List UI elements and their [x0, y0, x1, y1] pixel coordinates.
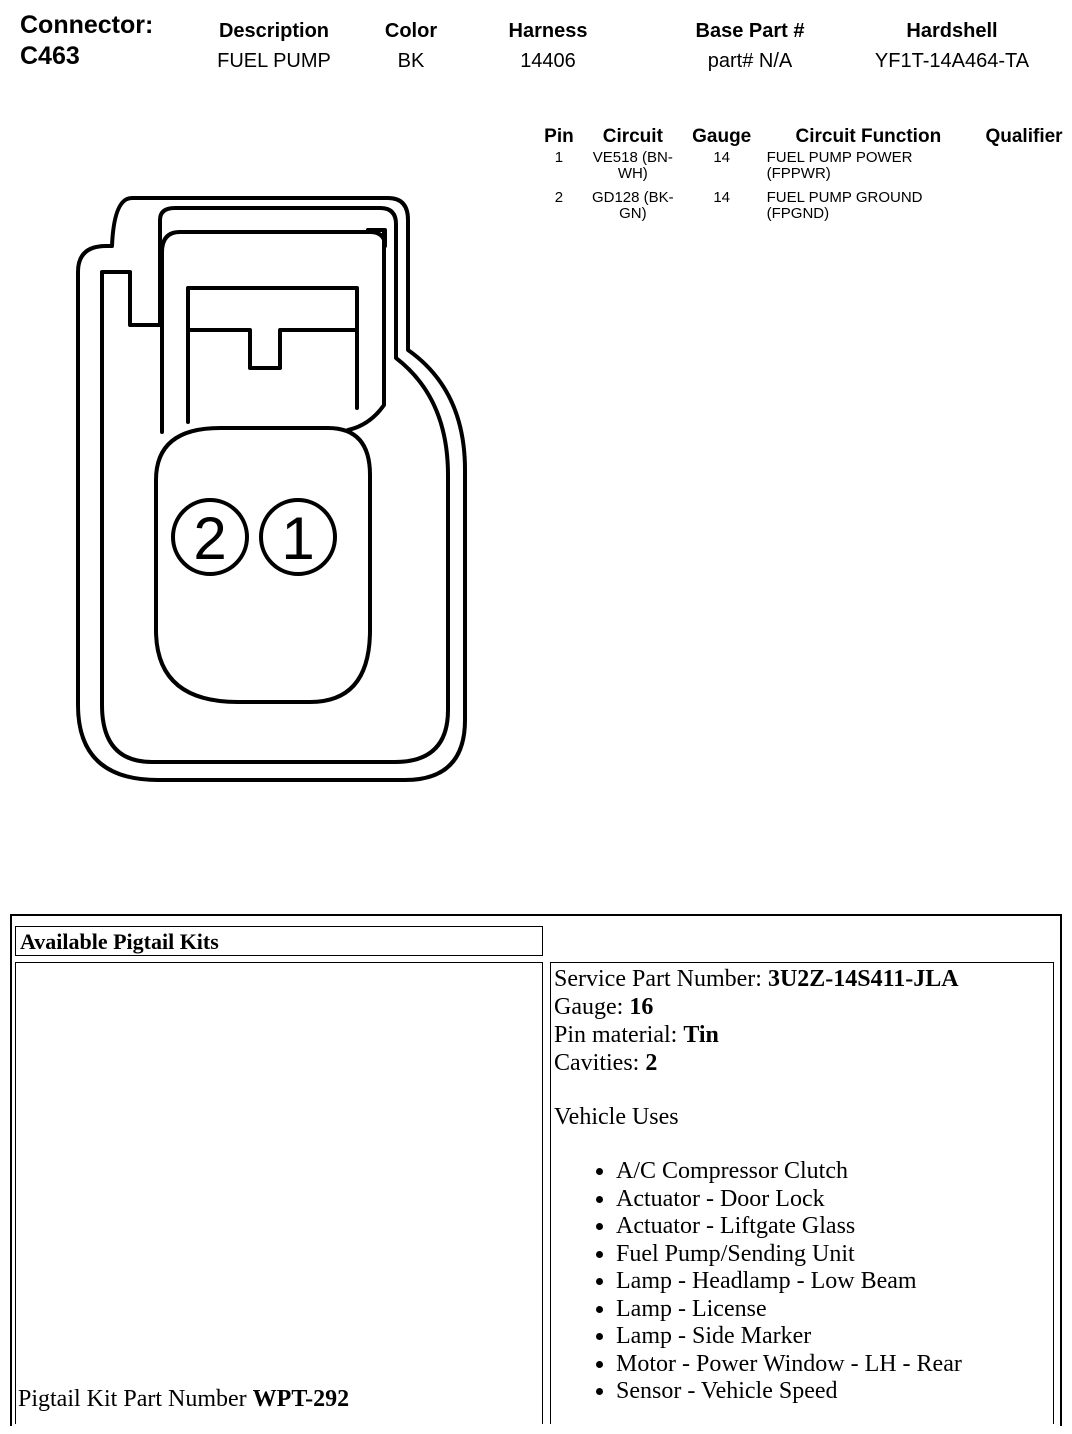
pin-header: Pin — [544, 126, 574, 147]
circuit-line: VE518 (BN- — [592, 149, 673, 166]
harness-heading: Harness — [508, 20, 588, 42]
gauge-cell: 14 — [713, 189, 731, 206]
base-part-heading: Base Part # — [695, 20, 805, 42]
circuit-line: GD128 (BK- — [591, 189, 674, 206]
gauge-cell: 14 — [713, 149, 731, 166]
list-item: • Actuator - Liftgate Glass — [616, 1213, 1050, 1241]
pin-material-label: Pin material: — [554, 1022, 684, 1048]
pigtail-kits-title: Available Pigtail Kits — [15, 926, 543, 956]
pigtail-details-cell — [550, 962, 1054, 1424]
qualifier-cell — [976, 148, 1072, 188]
housing-outer-outline — [78, 198, 465, 780]
gauge-label: Gauge: — [554, 994, 630, 1020]
circuit-line: WH) — [617, 165, 648, 182]
hardshell-column — [862, 16, 1042, 76]
list-item: • Fuel Pump/Sending Unit — [616, 1241, 1050, 1269]
list-item: • Actuator - Door Lock — [616, 1186, 1050, 1214]
service-part-number — [554, 965, 1050, 993]
table-row — [535, 188, 1072, 228]
connector-label: Connector: — [20, 11, 154, 39]
connector-id: C463 — [20, 42, 80, 70]
pin-material-value: Tin — [683, 1022, 719, 1048]
circuit-cell — [583, 188, 683, 228]
qualifier-header: Qualifier — [985, 126, 1063, 147]
cavities-info — [554, 1049, 1050, 1077]
function-cell — [761, 148, 976, 188]
gauge-info — [554, 993, 1050, 1021]
pin-table-header — [535, 118, 1072, 148]
pin-material-info — [554, 1021, 1050, 1049]
hardshell-heading: Hardshell — [906, 20, 998, 42]
kit-part-label: Pigtail Kit Part Number — [18, 1386, 253, 1412]
base-part-column — [680, 16, 820, 76]
pin-table — [535, 118, 1072, 228]
cavity-1-label: 1 — [281, 505, 315, 572]
circuit-cell — [583, 148, 683, 188]
vehicle-uses-title: Vehicle Uses — [554, 1104, 679, 1130]
list-item: • Lamp - Side Marker — [616, 1323, 1050, 1351]
latch-notch — [188, 330, 357, 368]
pin-number: 1 — [554, 149, 564, 166]
cavity-2-label: 2 — [193, 505, 227, 572]
cavities-label: Cavities: — [554, 1050, 646, 1076]
circuit-line: GN) — [619, 205, 647, 222]
kit-part-value: WPT-292 — [252, 1386, 350, 1412]
function-line: FUEL PUMP GROUND — [766, 189, 923, 206]
circuit-header: Circuit — [602, 126, 663, 147]
connector-heading — [20, 10, 153, 72]
color-column — [370, 16, 452, 76]
list-item: • Lamp - License — [616, 1296, 1050, 1324]
pigtail-image-cell — [15, 962, 543, 1424]
function-header: Circuit Function — [795, 126, 942, 147]
cavities-value: 2 — [645, 1050, 658, 1076]
function-line: FUEL PUMP POWER — [766, 149, 913, 166]
housing-inner-outline — [102, 208, 448, 762]
list-item: • A/C Compressor Clutch — [616, 1158, 1050, 1186]
color-value: BK — [397, 50, 425, 72]
base-part-value: part# N/A — [707, 50, 793, 72]
service-part-label: Service Part Number: — [554, 966, 768, 992]
function-line: (FPGND) — [766, 205, 830, 222]
vehicle-uses-list — [554, 1158, 1050, 1406]
list-item: • Sensor - Vehicle Speed — [616, 1378, 1050, 1406]
service-part-value: 3U2Z-14S411-JLA — [767, 966, 959, 992]
function-cell — [761, 188, 976, 228]
list-item: • Motor - Power Window - LH - Rear — [616, 1351, 1050, 1379]
latch-body-outline — [188, 288, 357, 422]
connector-face-drawing — [70, 190, 480, 790]
qualifier-cell — [976, 188, 1072, 228]
hardshell-value: YF1T-14A464-TA — [874, 50, 1030, 72]
color-heading: Color — [384, 20, 438, 42]
description-column — [204, 16, 344, 76]
list-item: • Lamp - Headlamp - Low Beam — [616, 1268, 1050, 1296]
description-value: FUEL PUMP — [217, 50, 331, 72]
description-heading: Description — [218, 20, 330, 42]
function-line: (FPPWR) — [766, 165, 831, 182]
harness-column — [493, 16, 603, 76]
table-row — [535, 148, 1072, 188]
gauge-value: 16 — [629, 994, 654, 1020]
pigtail-kit-part-number — [18, 1386, 349, 1413]
harness-value: 14406 — [520, 50, 576, 72]
pin-number: 2 — [554, 189, 564, 206]
gauge-header: Gauge — [692, 126, 752, 147]
